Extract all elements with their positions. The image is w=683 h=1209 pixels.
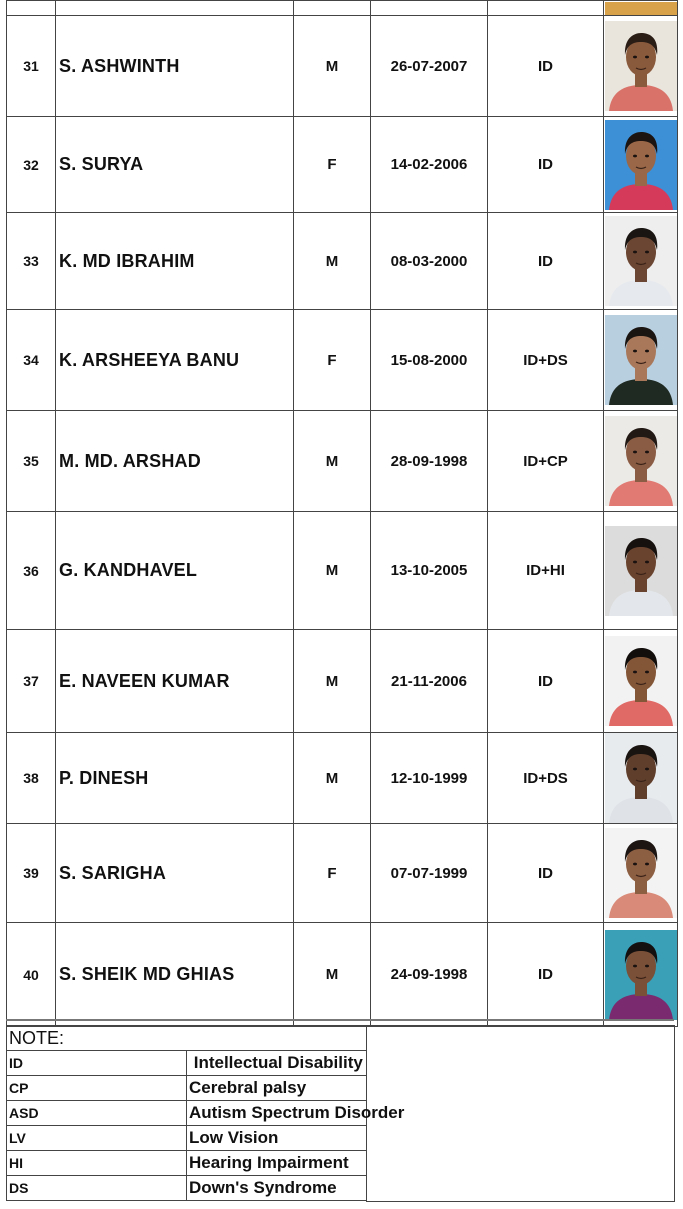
cell-dob: 21-11-2006 [371, 630, 488, 733]
table-row [7, 117, 678, 213]
cell-sex: M [294, 512, 371, 630]
cell-dob: 13-10-2005 [371, 512, 488, 630]
cell-photo [604, 733, 678, 824]
cell-name: P. DINESH [56, 733, 294, 824]
cell-disability: ID+CP [488, 411, 604, 512]
cell-sno: 33 [7, 213, 56, 310]
portrait-eye-right [645, 768, 649, 771]
portrait-eye-right [645, 350, 649, 353]
cell-disability: ID [488, 213, 604, 310]
cell-disability: ID [488, 824, 604, 923]
cell-photo [604, 411, 678, 512]
notes-meaning: Hearing Impairment [187, 1151, 367, 1176]
cell-sex: M [294, 213, 371, 310]
cell-sno [7, 1, 56, 16]
notes-meaning: Autism Spectrum Disorder [187, 1101, 367, 1126]
notes-row [7, 1176, 367, 1201]
cell-sno: 32 [7, 117, 56, 213]
cell-dob: 28-09-1998 [371, 411, 488, 512]
cell-dob: 26-07-2007 [371, 16, 488, 117]
table-row [7, 310, 678, 411]
cell-disability: ID+DS [488, 733, 604, 824]
portrait-eye-left [633, 671, 637, 674]
table-row-partial [7, 1, 678, 16]
portrait-eye-left [633, 154, 637, 157]
notes-meaning: Low Vision [187, 1126, 367, 1151]
portrait-eye-right [645, 154, 649, 157]
notes-row [7, 1051, 367, 1076]
notes-abbreviation: DS [7, 1176, 187, 1201]
student-photo [605, 733, 677, 823]
cell-photo [604, 213, 678, 310]
student-roster-table [6, 0, 678, 1027]
sheet-gridline [6, 1019, 674, 1021]
portrait-image [605, 315, 677, 405]
portrait-image [605, 636, 677, 726]
notes-legend-table [6, 1025, 405, 1201]
cell-dob: 15-08-2000 [371, 310, 488, 411]
cell-sno: 37 [7, 630, 56, 733]
cell-sex: M [294, 16, 371, 117]
portrait-eye-left [633, 863, 637, 866]
cell-dob: 07-07-1999 [371, 824, 488, 923]
cell-sno: 34 [7, 310, 56, 411]
cell-photo [604, 512, 678, 630]
portrait-eye-left [633, 964, 637, 967]
student-photo [605, 636, 677, 726]
portrait-eye-left [633, 251, 637, 254]
portrait-image [605, 828, 677, 918]
portrait-eye-right [645, 251, 649, 254]
notes-heading-row [7, 1026, 367, 1051]
cell-disability: ID+HI [488, 512, 604, 630]
student-photo [605, 416, 677, 506]
cell-dob: 24-09-1998 [371, 923, 488, 1027]
portrait-eye-right [645, 863, 649, 866]
portrait-eye-right [645, 560, 649, 563]
cell-name: S. ASHWINTH [56, 16, 294, 117]
portrait-eye-left [633, 768, 637, 771]
portrait-eye-left [633, 560, 637, 563]
notes-abbreviation: HI [7, 1151, 187, 1176]
cell-name: K. ARSHEEYA BANU [56, 310, 294, 411]
notes-row [7, 1076, 367, 1101]
notes-abbreviation: ID [7, 1051, 187, 1076]
notes-row [7, 1151, 367, 1176]
cell-disability [488, 1, 604, 16]
table-row [7, 16, 678, 117]
table-row [7, 630, 678, 733]
portrait-eye-right [645, 451, 649, 454]
cell-name: S. SARIGHA [56, 824, 294, 923]
notes-row [7, 1126, 367, 1151]
cell-dob: 12-10-1999 [371, 733, 488, 824]
portrait-eye-left [633, 56, 637, 59]
cell-dob: 08-03-2000 [371, 213, 488, 310]
cell-sex: M [294, 630, 371, 733]
student-photo [605, 315, 677, 405]
portrait-eye-left [633, 350, 637, 353]
student-photo [605, 526, 677, 616]
cell-disability: ID [488, 117, 604, 213]
portrait-eye-right [645, 964, 649, 967]
student-photo [605, 120, 677, 210]
table-row [7, 512, 678, 630]
cell-disability: ID [488, 630, 604, 733]
cell-dob: 14-02-2006 [371, 117, 488, 213]
cell-sex: F [294, 824, 371, 923]
cell-sex: F [294, 117, 371, 213]
cell-sex: M [294, 411, 371, 512]
table-row [7, 733, 678, 824]
cell-name: G. KANDHAVEL [56, 512, 294, 630]
notes-empty-merged-cell [366, 1025, 675, 1202]
cell-photo [604, 630, 678, 733]
table-row [7, 213, 678, 310]
cell-disability: ID [488, 923, 604, 1027]
portrait-eye-right [645, 671, 649, 674]
cell-name [56, 1, 294, 16]
cell-sex: F [294, 310, 371, 411]
student-photo [605, 828, 677, 918]
portrait-image [605, 526, 677, 616]
cell-dob [371, 1, 488, 16]
portrait-image [605, 733, 677, 823]
notes-abbreviation: LV [7, 1126, 187, 1151]
cell-photo [604, 824, 678, 923]
cell-sno: 40 [7, 923, 56, 1027]
cell-name: S. SHEIK MD GHIAS [56, 923, 294, 1027]
notes-row [7, 1101, 367, 1126]
portrait-image [605, 416, 677, 506]
portrait-image [605, 930, 677, 1020]
cell-name: K. MD IBRAHIM [56, 213, 294, 310]
cell-photo [604, 1, 678, 16]
cell-photo [604, 16, 678, 117]
notes-heading: NOTE: [7, 1026, 367, 1051]
cell-name: E. NAVEEN KUMAR [56, 630, 294, 733]
cell-name: M. MD. ARSHAD [56, 411, 294, 512]
student-photo-partial [605, 2, 677, 15]
portrait-image [605, 21, 677, 111]
portrait-eye-right [645, 56, 649, 59]
cell-sno: 38 [7, 733, 56, 824]
student-photo [605, 216, 677, 306]
cell-sno: 36 [7, 512, 56, 630]
cell-sno: 31 [7, 16, 56, 117]
cell-sex [294, 1, 371, 16]
notes-abbreviation: CP [7, 1076, 187, 1101]
student-photo [605, 21, 677, 111]
cell-photo [604, 310, 678, 411]
cell-sex: M [294, 733, 371, 824]
cell-sno: 35 [7, 411, 56, 512]
cell-sex: M [294, 923, 371, 1027]
cell-photo [604, 923, 678, 1027]
portrait-image [605, 120, 677, 210]
cell-photo [604, 117, 678, 213]
cell-disability: ID+DS [488, 310, 604, 411]
notes-meaning: Down's Syndrome [187, 1176, 367, 1201]
cell-sno: 39 [7, 824, 56, 923]
table-row [7, 411, 678, 512]
notes-meaning: Intellectual Disability [187, 1051, 367, 1076]
table-row [7, 923, 678, 1027]
notes-meaning: Cerebral palsy [187, 1076, 367, 1101]
cell-name: S. SURYA [56, 117, 294, 213]
student-photo [605, 930, 677, 1020]
notes-abbreviation: ASD [7, 1101, 187, 1126]
table-row [7, 824, 678, 923]
portrait-eye-left [633, 451, 637, 454]
cell-disability: ID [488, 16, 604, 117]
portrait-image [605, 216, 677, 306]
